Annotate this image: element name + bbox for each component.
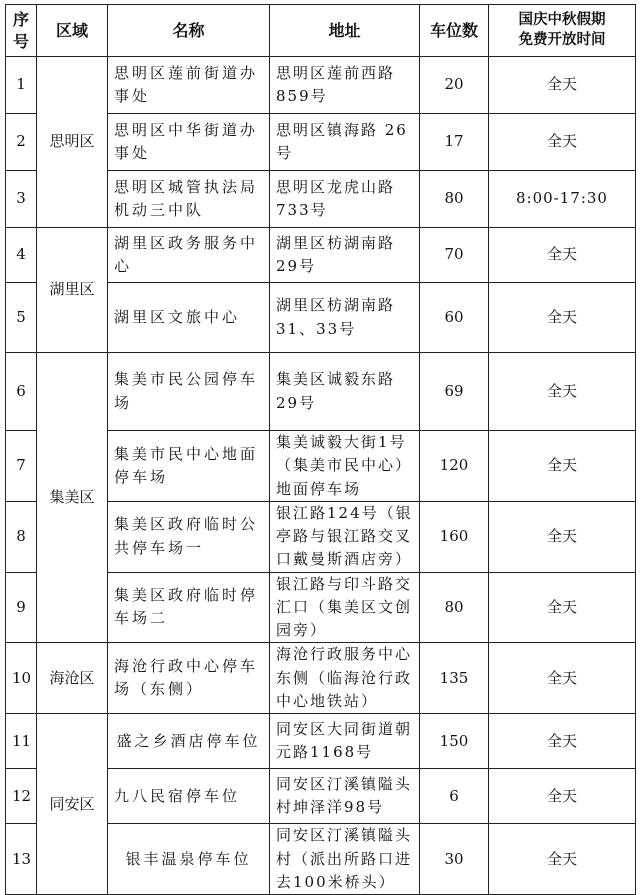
row-index: 13 [6, 824, 37, 895]
parking-spaces: 135 [420, 643, 489, 714]
location-name: 思明区中华街道办事处 [108, 114, 270, 171]
header-hours-line1: 国庆中秋假期 [518, 11, 606, 28]
location-name: 集美市民中心地面停车场 [108, 431, 270, 502]
district-cell: 同安区 [37, 714, 108, 895]
location-name: 湖里区文旅中心 [108, 283, 270, 353]
parking-spaces: 30 [420, 824, 489, 895]
location-address: 同安区汀溪镇隘头村坤泽洋98号 [270, 769, 420, 824]
table-row [6, 353, 636, 431]
parking-spaces: 69 [420, 353, 489, 431]
parking-spaces: 17 [420, 114, 489, 171]
parking-spaces: 80 [420, 572, 489, 643]
parking-table [5, 4, 636, 895]
open-hours: 全天 [489, 431, 636, 502]
location-address: 银江路124号（银亭路与银江路交叉口戴曼斯酒店旁） [270, 501, 420, 572]
location-name: 银丰温泉停车位 [108, 824, 270, 895]
parking-spaces: 6 [420, 769, 489, 824]
row-index: 3 [6, 171, 37, 228]
open-hours: 全天 [489, 501, 636, 572]
table-row [6, 643, 636, 714]
open-hours: 全天 [489, 714, 636, 769]
location-name: 湖里区政务服务中心 [108, 228, 270, 283]
location-address: 湖里区枋湖南路31、33号 [270, 283, 420, 353]
location-address: 思明区龙虎山路733号 [270, 171, 420, 228]
district-cell: 思明区 [37, 57, 108, 228]
header-row [6, 5, 636, 57]
header-name: 名称 [108, 5, 270, 57]
location-address: 集美区诚毅东路29号 [270, 353, 420, 431]
parking-spaces: 60 [420, 283, 489, 353]
row-index: 2 [6, 114, 37, 171]
header-index: 序号 [6, 5, 37, 57]
location-name: 海沧行政中心停车场（东侧） [108, 643, 270, 714]
location-address: 海沧行政服务中心东侧（临海沧行政中心地铁站） [270, 643, 420, 714]
parking-spaces: 70 [420, 228, 489, 283]
table-row [6, 714, 636, 769]
row-index: 4 [6, 228, 37, 283]
location-name: 九八民宿停车位 [108, 769, 270, 824]
location-address: 思明区莲前西路859号 [270, 57, 420, 114]
header-address: 地址 [270, 5, 420, 57]
row-index: 6 [6, 353, 37, 431]
open-hours: 全天 [489, 228, 636, 283]
location-address: 同安区汀溪镇隘头村（派出所路口进去100米桥头） [270, 824, 420, 895]
location-name: 集美区政府临时公共停车场一 [108, 501, 270, 572]
parking-spaces: 120 [420, 431, 489, 502]
location-name: 思明区城管执法局机动三中队 [108, 171, 270, 228]
location-name: 集美区政府临时停车场二 [108, 572, 270, 643]
parking-spaces: 20 [420, 57, 489, 114]
open-hours: 全天 [489, 283, 636, 353]
row-index: 9 [6, 572, 37, 643]
location-address: 同安区大同街道朝元路1168号 [270, 714, 420, 769]
district-cell: 海沧区 [37, 643, 108, 714]
parking-spaces: 80 [420, 171, 489, 228]
row-index: 11 [6, 714, 37, 769]
parking-spaces: 160 [420, 501, 489, 572]
open-hours: 8:00-17:30 [489, 171, 636, 228]
table-row [6, 57, 636, 114]
open-hours: 全天 [489, 643, 636, 714]
open-hours: 全天 [489, 114, 636, 171]
location-address: 湖里区枋湖南路29号 [270, 228, 420, 283]
header-hours-line2: 免费开放时间 [518, 31, 606, 48]
header-hours [489, 5, 636, 57]
open-hours: 全天 [489, 57, 636, 114]
district-cell: 集美区 [37, 353, 108, 643]
location-name: 思明区莲前街道办事处 [108, 57, 270, 114]
header-spaces: 车位数 [420, 5, 489, 57]
parking-spaces: 150 [420, 714, 489, 769]
location-address: 集美诚毅大街1号（集美市民中心）地面停车场 [270, 431, 420, 502]
location-name: 盛之乡酒店停车位 [108, 714, 270, 769]
location-address: 思明区镇海路 26号 [270, 114, 420, 171]
open-hours: 全天 [489, 353, 636, 431]
location-name: 集美市民公园停车场 [108, 353, 270, 431]
row-index: 8 [6, 501, 37, 572]
location-address: 银江路与印斗路交汇口（集美区文创园旁） [270, 572, 420, 643]
header-district: 区域 [37, 5, 108, 57]
district-cell: 湖里区 [37, 228, 108, 353]
row-index: 10 [6, 643, 37, 714]
table-row [6, 228, 636, 283]
open-hours: 全天 [489, 824, 636, 895]
row-index: 5 [6, 283, 37, 353]
row-index: 1 [6, 57, 37, 114]
row-index: 7 [6, 431, 37, 502]
open-hours: 全天 [489, 769, 636, 824]
open-hours: 全天 [489, 572, 636, 643]
row-index: 12 [6, 769, 37, 824]
